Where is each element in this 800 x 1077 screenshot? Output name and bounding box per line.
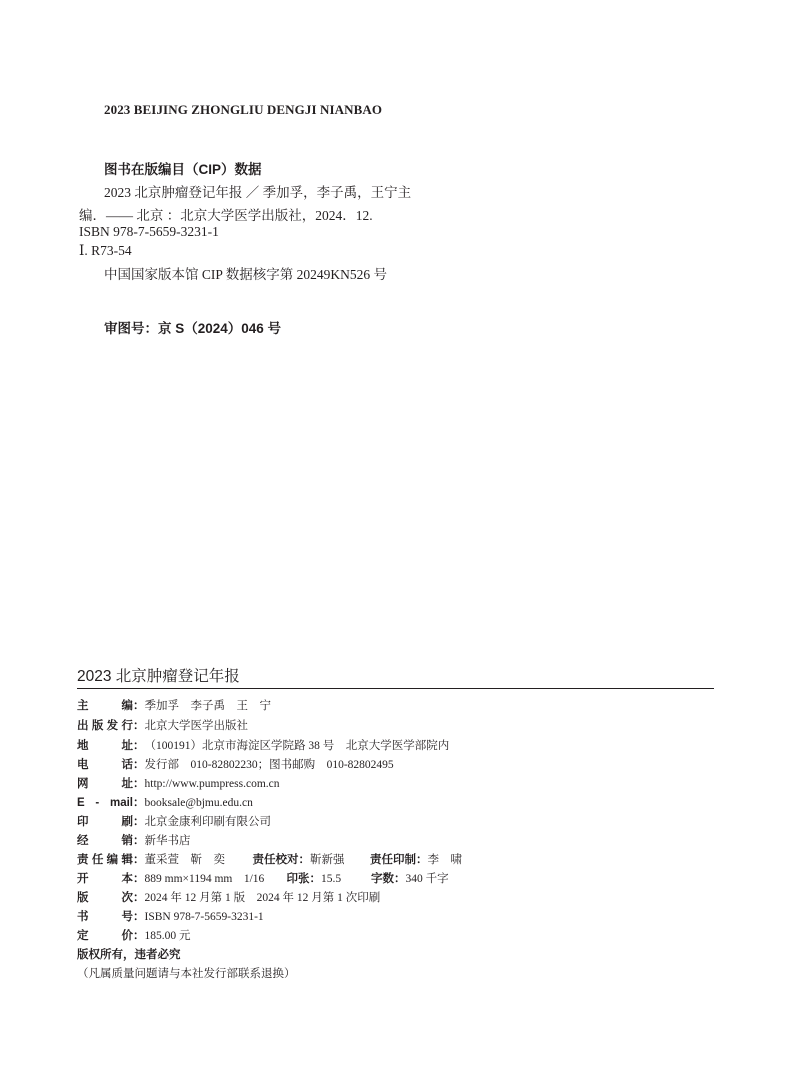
label: 网 址 — [77, 778, 133, 790]
label: 责任编辑 — [77, 854, 133, 866]
imprint-row-address: 地 址 ： （100191）北京市海淀区学院路 38 号 北京大学医学部院内 — [77, 737, 449, 753]
label: 主 编 — [77, 700, 133, 712]
label: 开 本 — [77, 873, 133, 885]
value: ISBN 978-7-5659-3231-1 — [144, 911, 264, 923]
copyright-notice — [77, 946, 181, 962]
value: 发行部 010-82802230；图书邮购 010-82802495 — [144, 759, 394, 771]
label: 版 次 — [77, 892, 133, 904]
copyright-text: 版权所有，违者必究 — [77, 949, 181, 961]
value: 15.5 — [321, 873, 342, 885]
value: 340 千字 — [405, 873, 449, 885]
value: 李 啸 — [427, 854, 462, 866]
cip-heading: 图书在版编目（CIP）数据 — [104, 162, 262, 177]
value: 董采萱 靳 奕 — [144, 854, 225, 866]
label: 印 刷 — [77, 816, 133, 828]
cip-line-title: 2023 北京肿瘤登记年报 ／ 季加孚，李子禹，王宁主 — [104, 185, 412, 200]
value: 北京大学医学出版社 — [144, 720, 248, 732]
cip-line-isbn: ISBN 978-7-5659-3231-1 — [79, 224, 219, 239]
value: 靳新强 — [310, 854, 345, 866]
label: 书 号 — [77, 911, 133, 923]
imprint-row-format: 开 本 ： 889 mm×1194 mm 1/16 印张 ： 15.5 字数 ： 340 千字 — [77, 870, 449, 886]
imprint-row-printer: 印 刷 ： 北京金康利印刷有限公司 — [77, 813, 271, 829]
label: 电 话 — [77, 759, 133, 771]
return-note-text: （凡属质量问题请与本社发行部联系退换） — [77, 968, 296, 980]
imprint-row-isbn: 书 号 ： ISBN 978-7-5659-3231-1 — [77, 908, 264, 924]
imprint-row-website: 网 址 ： http://www.pumpress.com.cn — [77, 775, 280, 791]
value: 2024 年 12 月第 1 版 2024 年 12 月第 1 次印刷 — [144, 892, 381, 904]
label: 责任印制 — [370, 854, 416, 866]
imprint-row-email: E - mail ： booksale@bjmu.edu.cn — [77, 797, 253, 809]
value: 新华书店 — [144, 835, 191, 847]
label: 印张 — [286, 873, 310, 885]
label: 责任校对 — [252, 854, 299, 866]
cip-line-publisher: 编．—— 北京 ：北京大学医学出版社，2024．12. — [79, 208, 373, 223]
value: booksale@bjmu.edu.cn — [144, 797, 253, 809]
title-rule — [77, 688, 714, 689]
label: 定 价 — [77, 930, 133, 942]
imprint-row-price: 定 价 ： 185.00 元 — [77, 927, 191, 943]
value: （100191）北京市海淀区学院路 38 号 北京大学医学部院内 — [144, 740, 450, 752]
return-note — [77, 965, 296, 981]
book-title: 2023 北京肿瘤登记年报 — [77, 668, 240, 685]
value: 北京金康利印刷有限公司 — [144, 816, 271, 828]
cip-line-classification: Ⅰ. R73-54 — [79, 243, 132, 258]
label: 字数 — [371, 873, 394, 885]
value: 889 mm×1194 mm 1/16 — [144, 873, 265, 885]
imprint-row-phone: 电 话 ： 发行部 010-82802230；图书邮购 010-82802495 — [77, 756, 394, 772]
map-review-number: 审图号：京 S（2024）046 号 — [104, 321, 282, 336]
imprint-row-edition: 版 次 ： 2024 年 12 月第 1 版 2024 年 12 月第 1 次印刷 — [77, 889, 380, 905]
imprint-row-editors: 责任编辑 ： 董采萱 靳 奕 责任校对 ： 靳新强 责任印制 ： 李 啸 — [77, 851, 462, 867]
imprint-row-distributor: 经 销 ： 新华书店 — [77, 832, 191, 848]
imprint-row-publisher: 出版发行 ： 北京大学医学出版社 — [77, 717, 248, 733]
label: 经 销 — [77, 835, 133, 847]
imprint-row-chief-editor: 主 编 ： 季加孚 李子禹 王 宁 — [77, 697, 271, 713]
value: http://www.pumpress.com.cn — [144, 778, 280, 790]
cip-line-record-number: 中国国家版本馆 CIP 数据核字第 20249KN526 号 — [104, 267, 388, 282]
pinyin-title: 2023 BEIJING ZHONGLIU DENGJI NIANBAO — [104, 102, 383, 117]
label: 地 址 — [77, 740, 133, 752]
value: 185.00 元 — [144, 930, 191, 942]
label: E - mail — [77, 797, 133, 809]
value: 季加孚 李子禹 王 宁 — [144, 700, 271, 712]
label: 出版发行 — [77, 720, 133, 732]
